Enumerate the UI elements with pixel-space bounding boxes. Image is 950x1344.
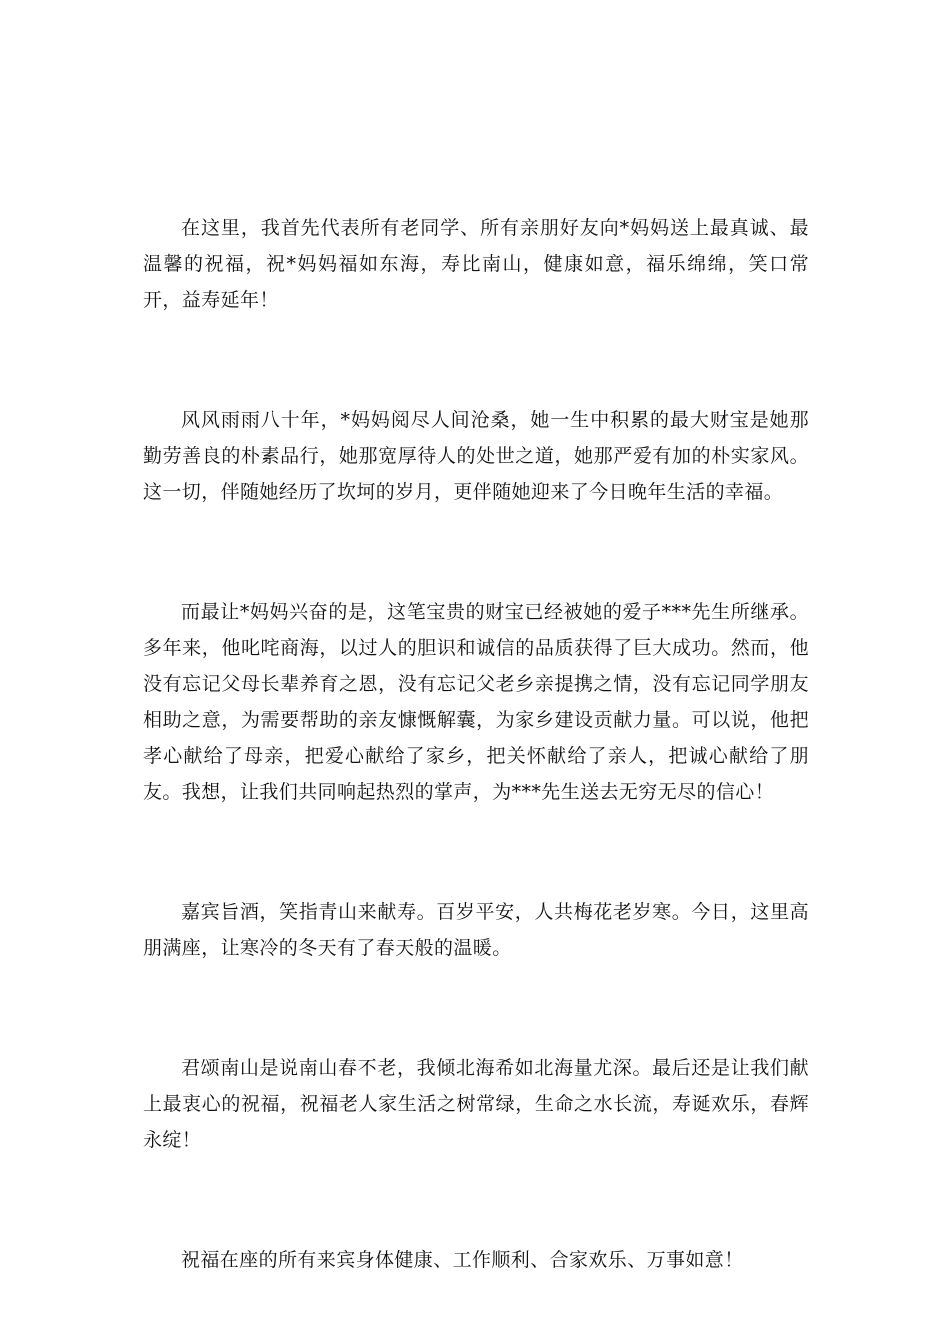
paragraph-final-blessing: 君颂南山是说南山春不老，我倾北海希如北海量尤深。最后还是让我们献上最衷心的祝福，祝福老人家生活之树常绿，生命之水长流，寿诞欢乐，春辉永绽！ bbox=[143, 1057, 809, 1151]
paragraph-opening-blessing: 在这里，我首先代表所有老同学、所有亲朋好友向*妈妈送上最真诚、最温馨的祝福，祝*妈妈福如东海，寿比南山，健康如意，福乐绵绵，笑口常开，益寿延年！ bbox=[143, 217, 809, 311]
document-body bbox=[143, 210, 809, 1278]
paragraph-guests-toast: 嘉宾旨酒，笑指青山来献寿。百岁平安，人共梅花老岁寒。今日，这里高朋满座，让寒冷的冬天有了春天般的温暖。 bbox=[143, 901, 809, 959]
paragraph-son-legacy: 而最让*妈妈兴奋的是，这笔宝贵的财宝已经被她的爱子***先生所继承。多年来，他叱咤商海，以过人的胆识和诚信的品质获得了巨大成功。然而，他没有忘记父母长辈养育之恩，没有忘记父老乡亲提携之情，没有忘记同学朋友相助之意，为需要帮助的亲友慷慨解囊，为家乡建设贡献力量。可以说，他把孝心献给了母亲，把爱心献给了家乡，把关怀献给了亲人，把诚心献给了朋友。我想，让我们共同响起热烈的掌声，为***先生送去无穷无尽的信心！ bbox=[143, 601, 809, 803]
paragraph-eighty-years: 风风雨雨八十年，*妈妈阅尽人间沧桑，她一生中积累的最大财宝是她那勤劳善良的朴素品行，她那宽厚待人的处世之道，她那严爱有加的朴实家风。这一切，伴随她经历了坎坷的岁月，更伴随她迎来了今日晚年生活的幸福。 bbox=[143, 409, 809, 503]
paragraph-closing-wishes: 祝福在座的所有来宾身体健康、工作顺利、合家欢乐、万事如意！ bbox=[181, 1249, 744, 1271]
